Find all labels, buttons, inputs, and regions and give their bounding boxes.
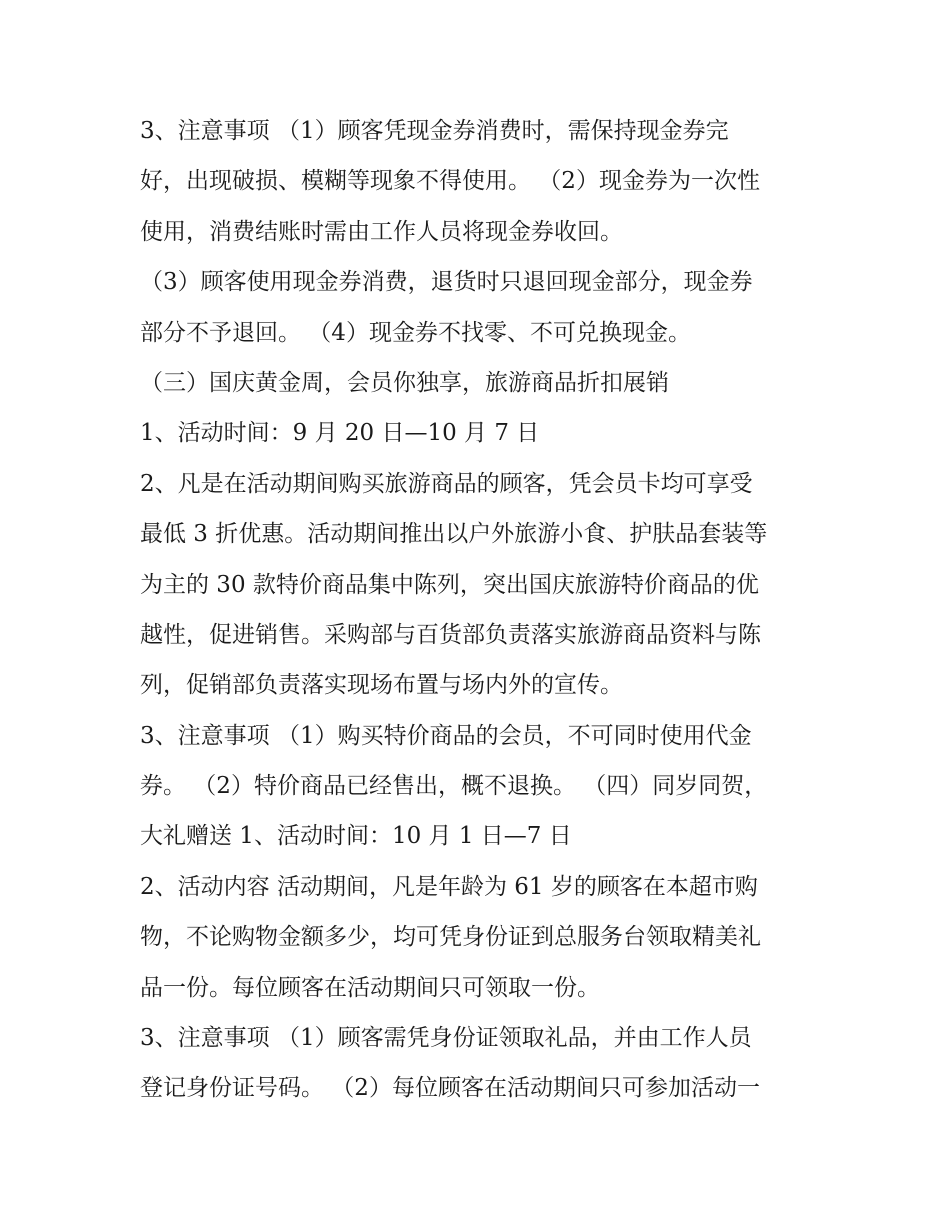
text-line: 使用，消费结账时需由工作人员将现金券收回。 <box>140 218 623 245</box>
text-line: 3、注意事项 （1）购买特价商品的会员，不可同时使用代金 <box>140 722 752 749</box>
text-line: 2、活动内容 活动期间，凡是年龄为 61 岁的顾客在本超市购 <box>140 873 758 900</box>
text-line: 2、凡是在活动期间购买旅游商品的顾客，凭会员卡均可享受 <box>140 470 753 497</box>
text-line: 最低 3 折优惠。活动期间推出以户外旅游小食、护肤品套装等 <box>140 521 768 548</box>
text-line: 列，促销部负责落实现场布置与场内外的宣传。 <box>140 672 623 699</box>
text-line: 大礼赠送 1、活动时间：10 月 1 日—7 日 <box>140 823 572 850</box>
text-line: 券。 （2）特价商品已经售出，概不退换。 （四）同岁同贺， <box>140 773 768 800</box>
document-body <box>140 106 830 1114</box>
text-line: （3）顾客使用现金券消费，退货时只退回现金部分，现金券 <box>140 269 753 296</box>
text-line: 品一份。每位顾客在活动期间只可领取一份。 <box>140 974 600 1001</box>
text-line: 为主的 30 款特价商品集中陈列，突出国庆旅游特价商品的优 <box>140 571 759 598</box>
text-line: 越性，促进销售。采购部与百货部负责落实旅游商品资料与陈 <box>140 621 761 648</box>
text-line: 1、活动时间：9 月 20 日—10 月 7 日 <box>140 420 540 447</box>
text-line: 登记身份证号码。 （2）每位顾客在活动期间只可参加活动一 <box>140 1075 760 1102</box>
text-line: 部分不予退回。 （4）现金券不找零、不可兑换现金。 <box>140 319 691 346</box>
section-heading: （三）国庆黄金周，会员你独享，旅游商品折扣展销 <box>140 369 669 396</box>
text-line: 好，出现破损、模糊等现象不得使用。 （2）现金券为一次性 <box>140 168 760 195</box>
text-line: 3、注意事项 （1）顾客凭现金券消费时，需保持现金券完 <box>140 118 729 144</box>
text-line: 3、注意事项 （1）顾客需凭身份证领取礼品，并由工作人员 <box>140 1025 752 1052</box>
text-line: 物，不论购物金额多少，均可凭身份证到总服务台领取精美礼 <box>140 924 761 951</box>
